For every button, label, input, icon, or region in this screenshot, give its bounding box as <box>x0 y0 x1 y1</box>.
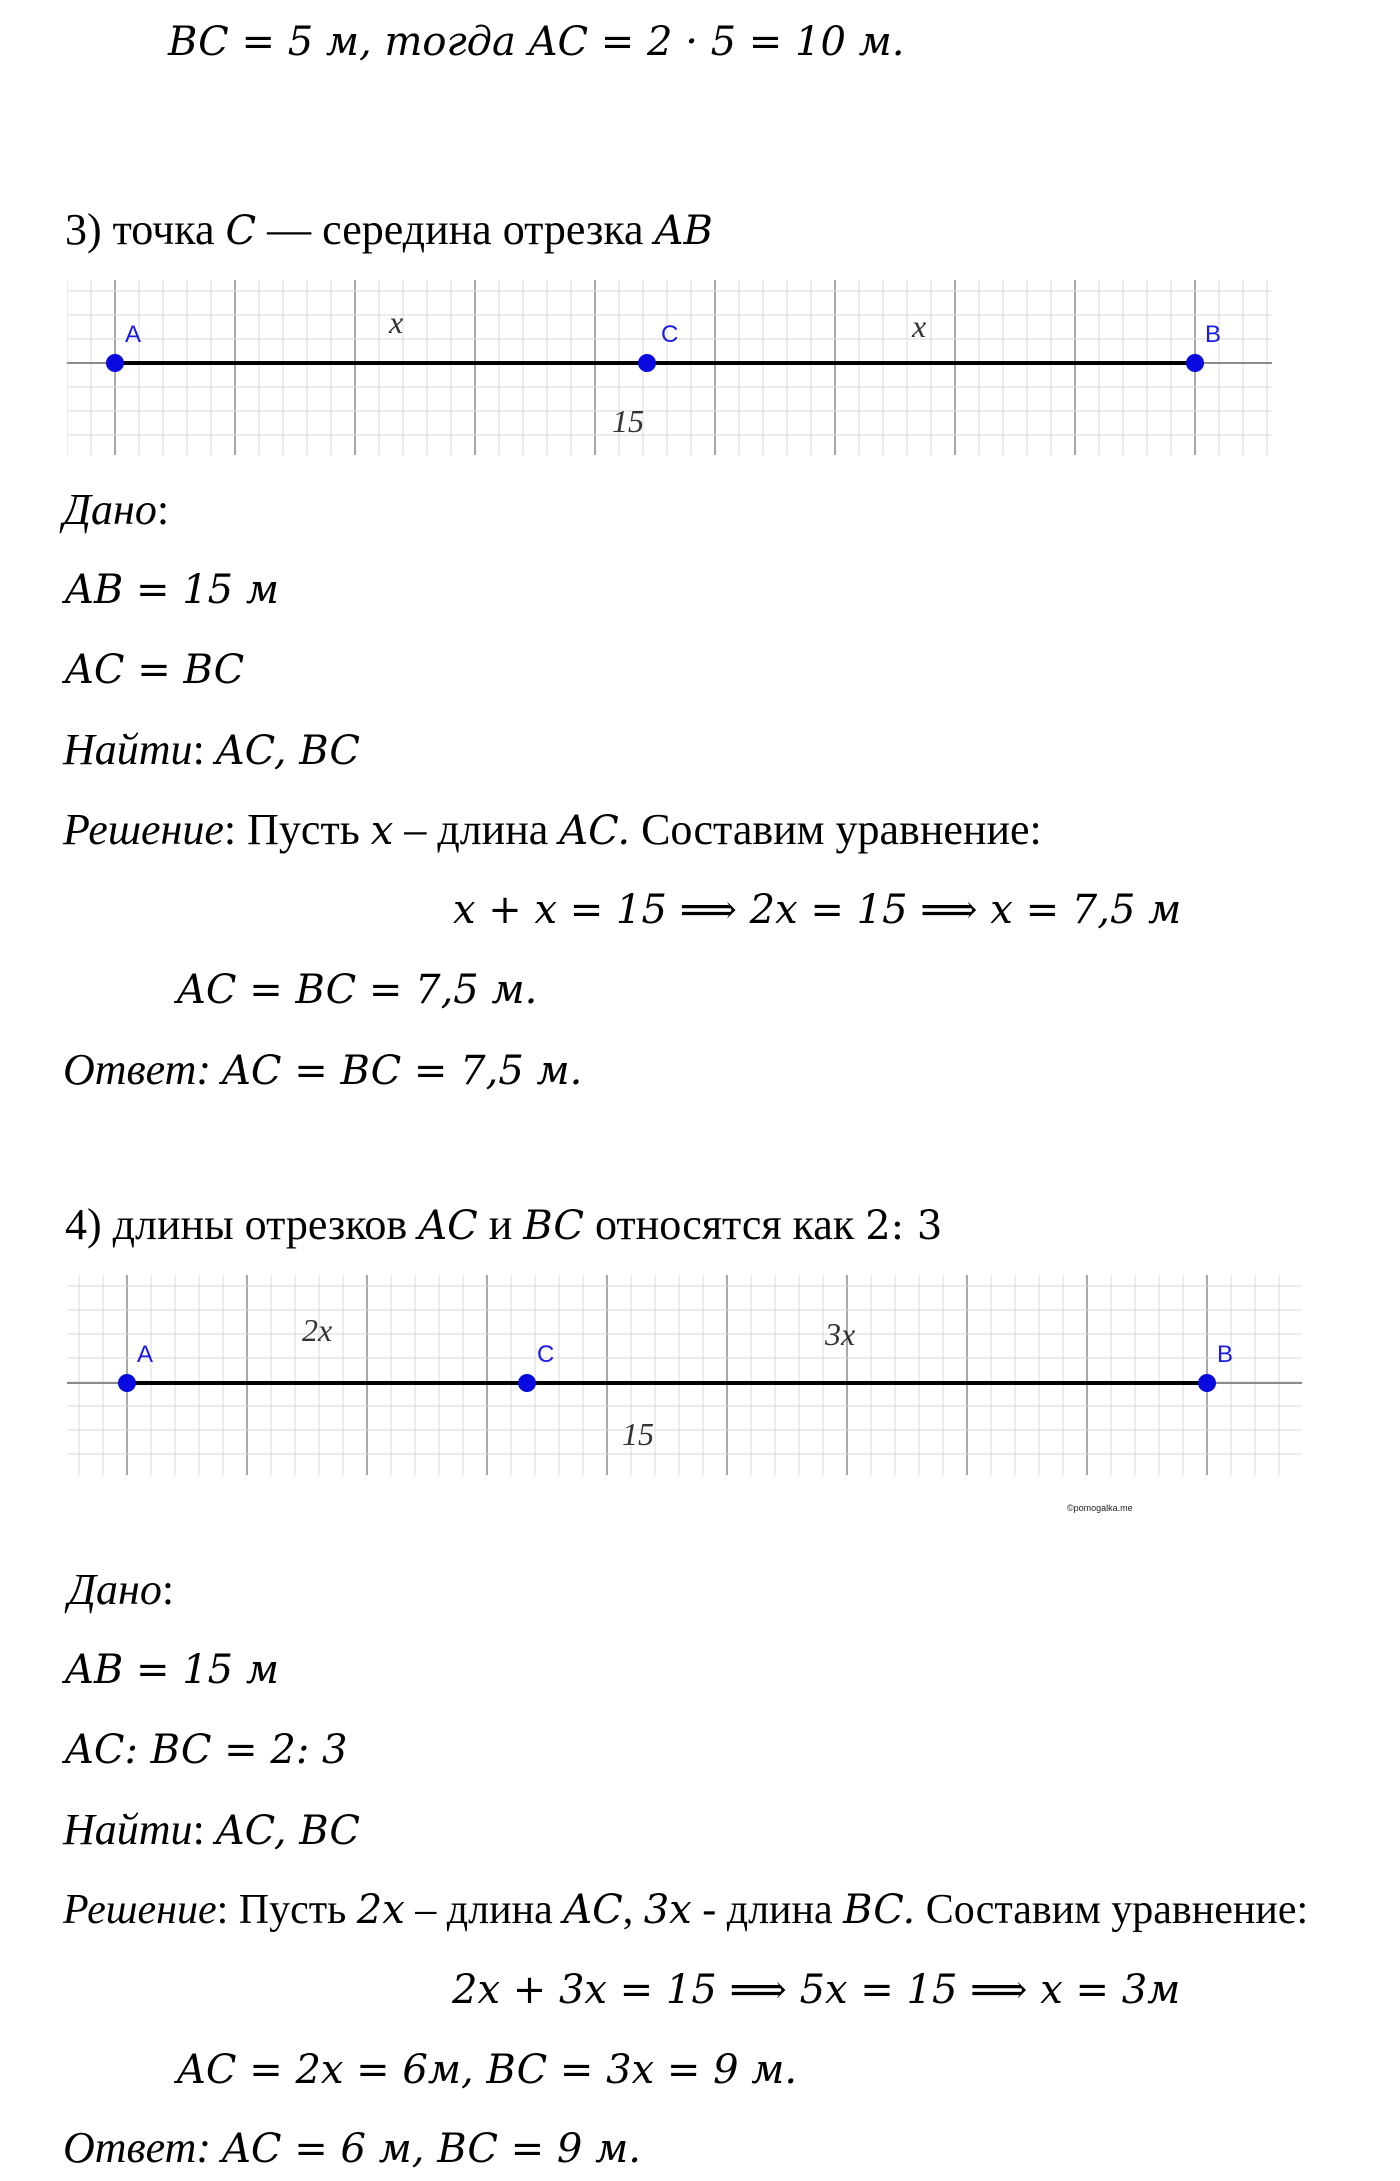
section3-find-label: Найти <box>63 725 193 774</box>
section3-heading-mid: — середина отрезка <box>256 205 655 254</box>
section4-given-heading <box>68 1560 174 1620</box>
section3-solution-var: x <box>370 808 394 854</box>
section4-label-2x: 2x <box>302 1312 333 1348</box>
section4-result: AC = 2x = 6м, BC = 3x = 9 м. <box>177 2047 798 2093</box>
section3-heading-point: C <box>225 208 257 254</box>
section4-given-colon: : <box>161 1565 175 1614</box>
section4-find-value: AC, BC <box>215 1808 361 1854</box>
section4-find-label: Найти <box>63 1805 193 1854</box>
section4-heading-ratio: 2: 3 <box>865 1203 943 1249</box>
section4-solution <box>63 1880 1308 1940</box>
section3-result: AC = BC = 7,5 м. <box>177 967 538 1013</box>
section3-heading-prefix: 3) точка <box>65 205 226 254</box>
section3-solution-label: Решение <box>63 805 224 854</box>
section4-diagram-svg <box>67 1275 1302 1525</box>
section4-solution-var1: 2x <box>356 1887 405 1933</box>
section3-diagram-svg <box>67 280 1272 455</box>
section4-solution-seg2: BC. <box>843 1887 916 1933</box>
section4-label-b: B <box>1217 1341 1234 1368</box>
section3-heading <box>65 200 713 261</box>
section4-find <box>63 1800 360 1861</box>
section4-solution-text-4: Составим уравнение: <box>915 1887 1309 1933</box>
section3-solution <box>63 800 1042 861</box>
section3-answer-label: Ответ: <box>63 1045 212 1094</box>
section4-solution-text-1: Пусть <box>238 1887 357 1933</box>
section3-given-ac-bc: AC = BC <box>65 647 245 693</box>
section3-heading-seg: AB <box>654 208 713 254</box>
section3-solution-seg: AC. <box>559 808 631 854</box>
section3-label-right-x: x <box>912 308 927 344</box>
section3-solution-text-3: Составим уравнение: <box>630 805 1042 854</box>
section4-given-ratio: AC: BC = 2: 3 <box>65 1727 348 1773</box>
section4-answer-value: AC = 6 м, BC = 9 м. <box>222 2126 641 2172</box>
section4-label-3x: 3x <box>825 1316 856 1352</box>
section3-answer-value: AC = BC = 7,5 м. <box>222 1048 583 1094</box>
section4-solution-text-3: - длина <box>691 1887 844 1933</box>
section3-answer <box>63 1040 582 1101</box>
section4-answer <box>63 2118 641 2179</box>
section3-label-left-x: x <box>389 304 404 340</box>
section3-label-total: 15 <box>612 403 644 439</box>
section4-solution-var2: 3x <box>643 1887 692 1933</box>
section4-heading-suffix: относятся как <box>584 1200 866 1249</box>
section3-label-a: A <box>125 321 142 348</box>
section4-solution-comma: , <box>622 1887 644 1933</box>
section3-point-a <box>106 354 124 372</box>
section4-solution-text-2: – длина <box>404 1887 564 1933</box>
section4-heading-prefix: 4) длины отрезков <box>65 1200 419 1249</box>
section3-given-colon: : <box>156 485 170 534</box>
section3-segment-diagram <box>67 280 1272 455</box>
section4-segment-diagram <box>67 1275 1302 1525</box>
section4-grid <box>67 1275 1302 1475</box>
section3-find-colon: : <box>192 725 216 774</box>
section4-point-c <box>518 1374 536 1392</box>
section4-point-a <box>118 1374 136 1392</box>
section3-given-heading <box>63 480 169 540</box>
section4-solution-colon: : <box>216 1887 239 1933</box>
section4-answer-label: Ответ: <box>63 2123 212 2172</box>
section3-solution-colon: : <box>223 805 248 854</box>
section3-given-ab: AB = 15 м <box>65 567 280 613</box>
section3-point-c <box>638 354 656 372</box>
section4-heading-and: и <box>477 1200 524 1249</box>
section3-point-b <box>1186 354 1204 372</box>
section4-watermark: ©pomogalka.me <box>1067 1503 1133 1513</box>
section4-point-b <box>1198 1374 1216 1392</box>
section3-label-c: C <box>661 321 679 348</box>
section4-solution-label: Решение <box>63 1887 217 1933</box>
section4-given-ab: AB = 15 м <box>65 1647 280 1693</box>
section4-label-total: 15 <box>622 1416 654 1452</box>
section3-given-label: Дано <box>63 485 157 534</box>
section4-heading-seg2: BC <box>523 1203 584 1249</box>
section3-find-value: AC, BC <box>215 728 361 774</box>
section4-heading <box>65 1195 942 1256</box>
section3-solution-text-1: Пусть <box>247 805 371 854</box>
section3-grid <box>67 280 1272 455</box>
section4-equation: 2x + 3x = 15 ⟹ 5x = 15 ⟹ x = 3м <box>452 1967 1181 2013</box>
section3-find <box>63 720 360 781</box>
section4-given-label: Дано <box>68 1565 162 1614</box>
section4-heading-seg1: AC <box>418 1203 478 1249</box>
section4-find-colon: : <box>192 1805 216 1854</box>
section4-label-c: C <box>537 1341 555 1368</box>
top-conclusion-line: BC = 5 м, тогда AC = 2 · 5 = 10 м. <box>168 19 905 65</box>
section3-label-b: B <box>1205 321 1222 348</box>
section4-label-a: A <box>137 1341 154 1368</box>
section4-solution-seg1: AC <box>563 1887 623 1933</box>
section3-solution-text-2: – длина <box>393 805 560 854</box>
section4-grid-mask <box>67 1475 1302 1525</box>
section3-equation: x + x = 15 ⟹ 2x = 15 ⟹ x = 7,5 м <box>453 887 1182 933</box>
